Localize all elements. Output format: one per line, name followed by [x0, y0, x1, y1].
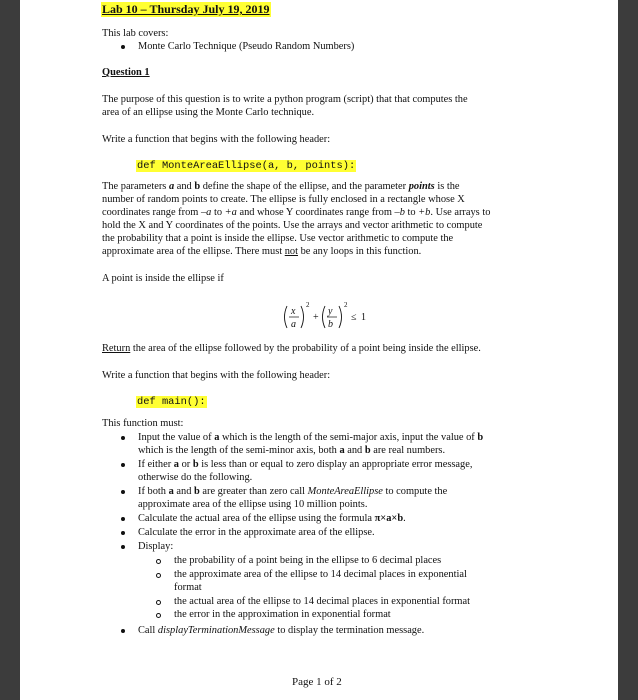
- text-run: b: [364, 445, 371, 456]
- text-run: approximate area of the ellipse using 10 million points.: [138, 499, 368, 510]
- text-run: is the: [434, 181, 460, 192]
- text-run: b: [194, 486, 200, 497]
- header-intro-2: Write a function that begins with the following header:: [102, 370, 331, 381]
- bound-one: 1: [361, 312, 366, 323]
- numerator-x: x: [291, 306, 296, 317]
- paren-left-1: [285, 306, 288, 328]
- bullet-dot: [121, 545, 125, 549]
- plus-sign: +: [313, 312, 319, 323]
- exponent-2: 2: [344, 301, 348, 309]
- code-block-2: [136, 391, 207, 409]
- text-run: to compute the: [382, 486, 448, 497]
- text-run: and: [174, 181, 195, 192]
- question-heading: Question 1: [102, 67, 150, 78]
- leq-sign: ≤: [351, 312, 357, 323]
- text-run: the area of the ellipse followed by the probability of a point being inside the ellipse.: [130, 343, 481, 354]
- purpose-line-1: The purpose of this question is to write a python program (script) that that computes the: [102, 94, 468, 105]
- parameters-line: [102, 220, 482, 233]
- text-run: not: [284, 246, 299, 257]
- text-run: and: [173, 486, 194, 497]
- denominator-a: a: [291, 319, 296, 330]
- display-item-line: the approximate area of the ellipse to 14 decimal places in exponential: [174, 569, 467, 580]
- display-item-line: the error in the approximation in exponential format: [174, 609, 391, 620]
- text-run: approximate area of the ellipse. There must: [102, 246, 285, 257]
- text-run: otherwise do the following.: [138, 472, 253, 483]
- text-run: coordinates range from: [102, 207, 201, 218]
- text-run: a: [214, 432, 220, 443]
- text-run: b: [477, 432, 484, 443]
- text-run: Calculate the actual area of the ellipse using the formula: [138, 513, 375, 524]
- inside-label: A point is inside the ellipse if: [102, 273, 224, 284]
- lab-title: Lab 10 – Thursday July 19, 2019: [102, 2, 270, 16]
- requirement-line: [138, 432, 483, 445]
- display-item-line: the probability of a point being in the ellipse to 6 decimal places: [174, 555, 442, 566]
- bullet-dot: [121, 517, 125, 521]
- text-run: b: [194, 181, 201, 192]
- text-run: number of random points to create. The ellipse is fully enclosed in a rectangle whose X: [102, 194, 465, 205]
- page-footer: Page 1 of 2: [292, 676, 342, 688]
- must-label: This function must:: [102, 418, 184, 429]
- document-page: [20, 0, 618, 700]
- text-run: Return: [102, 343, 131, 354]
- paren-right-2: [339, 306, 342, 328]
- bullet-dot: [121, 436, 125, 440]
- requirement-line: [138, 459, 472, 472]
- paren-right-1: [301, 306, 304, 328]
- requirement-line: [138, 541, 173, 554]
- text-run: which is the length of the semi-major axis, input the value of: [219, 432, 478, 443]
- text-run: Calculate the error in the approximate area of the ellipse.: [138, 527, 375, 538]
- sub-bullet-circle: [156, 600, 161, 605]
- sub-bullet-circle: [156, 613, 161, 618]
- text-run: points: [408, 181, 435, 192]
- text-run: displayTerminationMessage: [157, 625, 275, 636]
- text-run: b: [192, 459, 199, 470]
- covers-label: This lab covers:: [102, 28, 169, 39]
- requirement-line: [138, 625, 424, 638]
- bullet-dot: [121, 45, 125, 49]
- text-run: the probability that a point is inside the ellipse. Use vector arithmetic to compute the: [102, 233, 454, 244]
- text-run: π×a×b: [374, 513, 404, 524]
- display-item-line: format: [174, 582, 202, 593]
- purpose-line-2: area of an ellipse using the Monte Carlo technique.: [102, 107, 315, 118]
- parameters-line: [102, 181, 460, 194]
- text-run: are real numbers.: [370, 445, 446, 456]
- text-run: If either: [138, 459, 174, 470]
- text-run: +a: [224, 207, 237, 218]
- text-run: a: [168, 486, 174, 497]
- numerator-y: y: [328, 306, 333, 317]
- bullet-dot: [121, 531, 125, 535]
- sub-bullet-circle: [156, 573, 161, 578]
- bullet-dot: [121, 629, 125, 633]
- text-run: +b: [418, 207, 431, 218]
- denominator-b: b: [328, 319, 333, 330]
- text-run: The parameters: [102, 181, 169, 192]
- text-run: or: [178, 459, 193, 470]
- header-intro-1: Write a function that begins with the following header:: [102, 134, 331, 145]
- requirement-line: [138, 499, 367, 512]
- text-run: a: [339, 445, 345, 456]
- text-run: to display the termination message.: [274, 625, 425, 636]
- paren-left-2: [323, 306, 326, 328]
- text-run: and whose Y coordinates range from: [236, 207, 395, 218]
- text-run: . Use arrays to: [430, 207, 491, 218]
- exponent-1: 2: [306, 301, 310, 309]
- text-run: a: [173, 459, 179, 470]
- text-run: –b: [394, 207, 405, 218]
- requirement-line: [138, 472, 252, 485]
- requirement-line: [138, 486, 447, 499]
- bullet-dot: [121, 463, 125, 467]
- requirement-line: [138, 445, 445, 458]
- bullet-dot: [121, 490, 125, 494]
- text-run: Input the value of: [138, 432, 215, 443]
- text-run: .: [403, 513, 406, 524]
- return-line: [102, 343, 481, 356]
- text-run: a: [168, 181, 175, 192]
- parameters-line: [102, 194, 465, 207]
- display-item-line: the actual area of the ellipse to 14 decimal places in exponential format: [174, 596, 471, 607]
- code-header-2: def main():: [137, 396, 206, 408]
- text-run: define the shape of the ellipse, and the parameter: [200, 181, 409, 192]
- text-run: MonteAreaEllipse: [307, 486, 383, 497]
- text-run: is less than or equal to zero display an appropriate error message,: [198, 459, 473, 470]
- text-run: Display:: [138, 541, 174, 552]
- ellipse-inequality: [282, 300, 382, 334]
- requirement-line: [138, 527, 375, 540]
- requirement-line: [138, 513, 406, 526]
- text-run: and: [344, 445, 365, 456]
- sub-bullet-circle: [156, 559, 161, 564]
- code-header-1: def MonteAreaEllipse(a, b, points):: [137, 160, 356, 172]
- text-run: which is the length of the semi-minor axis, both: [138, 445, 340, 456]
- text-run: to: [211, 207, 225, 218]
- text-run: are greater than zero call: [199, 486, 308, 497]
- covers-item: Monte Carlo Technique (Pseudo Random Numbers): [138, 41, 355, 52]
- code-block-1: [136, 155, 356, 173]
- text-run: to: [404, 207, 419, 218]
- text-run: Call: [138, 625, 158, 636]
- text-run: be any loops in this function.: [298, 246, 422, 257]
- parameters-line: [102, 246, 421, 259]
- parameters-line: [102, 207, 490, 220]
- text-run: hold the X and Y coordinates of the points. Use the arrays and vector arithmetic to compute: [102, 220, 483, 231]
- text-run: If both: [138, 486, 169, 497]
- parameters-line: [102, 233, 453, 246]
- text-run: –a: [200, 207, 212, 218]
